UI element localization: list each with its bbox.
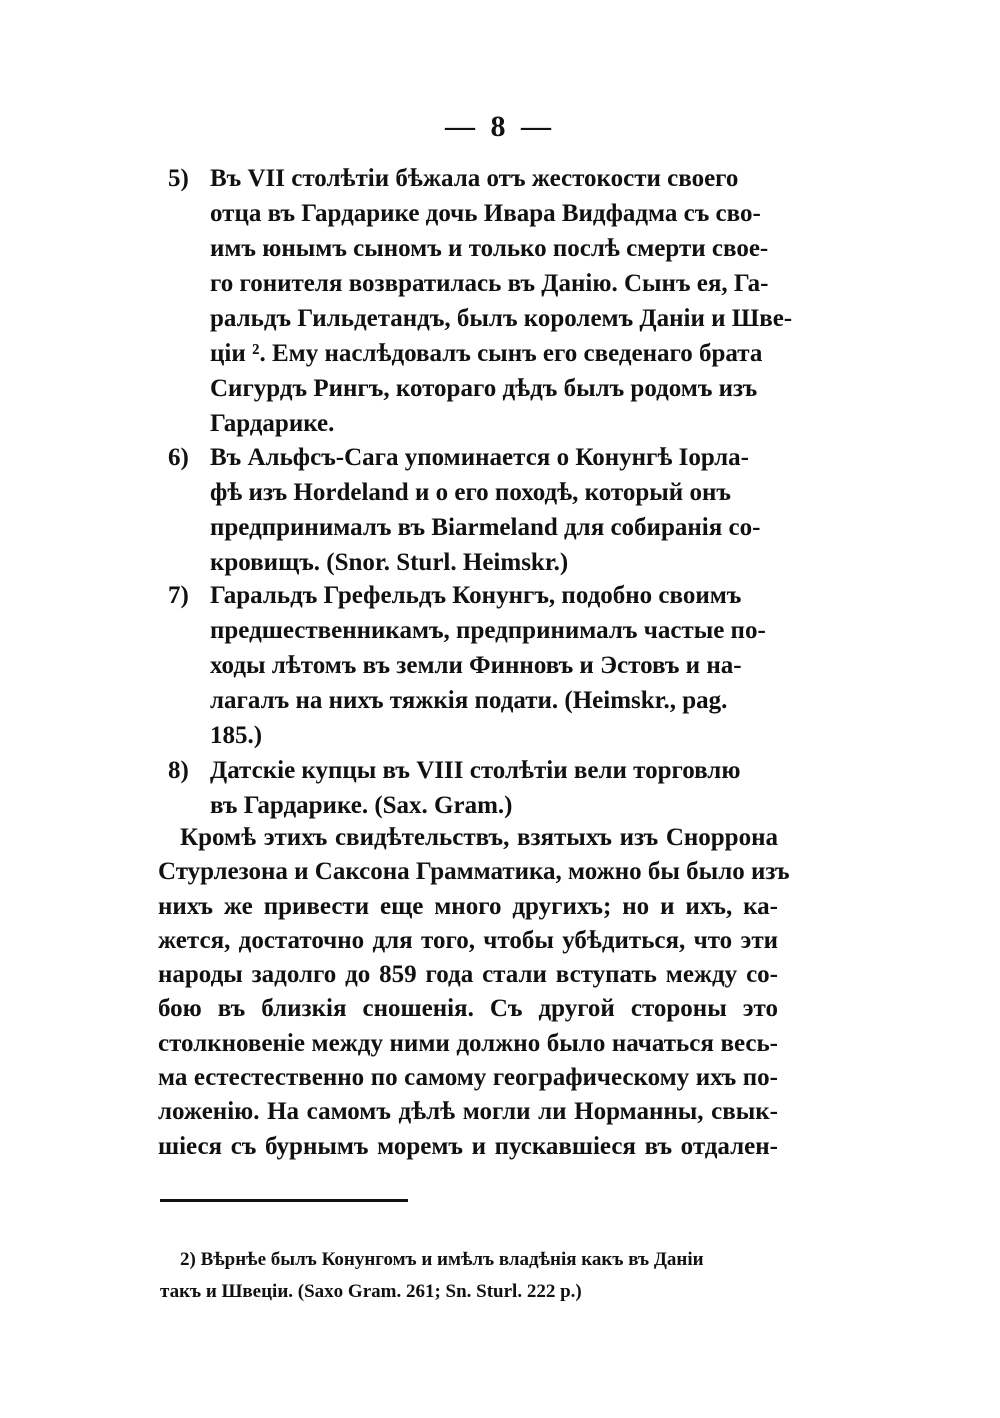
item-line: предпринималъ въ Biarmeland для собиранія со- (210, 514, 761, 541)
footnote (160, 1244, 780, 1308)
paragraph-line: ма естестественно по самому географическому ихъ по- (158, 1064, 778, 1092)
footnote-line: такъ и Швеціи. (Saxo Gram. 261; Sn. Sturl. 222 p.) (160, 1281, 582, 1302)
item-line: лагалъ на нихъ тяжкія подати. (Heimskr., pag. (210, 687, 728, 714)
footnote-line: 2) Вѣрнѣе былъ Конунгомъ и имѣлъ владѣнія какъ въ Даніи (180, 1249, 704, 1270)
list-item-6 (168, 440, 778, 580)
item-line: Въ VII столѣтіи бѣжала отъ жестокости своего (210, 165, 739, 192)
paragraph-line: шіеся съ бурнымъ моремъ и пускавшіеся въ отдален- (158, 1132, 778, 1160)
item-line: ральдъ Гильдетандъ, былъ королемъ Даніи и Шве- (210, 305, 793, 332)
item-number: 5) (168, 165, 189, 192)
paragraph-line: ложенію. На самомъ дѣлѣ могли ли Норманны, свык- (158, 1098, 778, 1126)
item-number: 6) (168, 444, 189, 471)
footnote-divider (160, 1199, 408, 1202)
list-item-5 (168, 161, 793, 441)
item-line: Въ Альфсъ-Сага упоминается о Конунгѣ Іорла- (210, 444, 749, 471)
paragraph-line: народы задолго до 859 года стали вступать между со- (158, 961, 778, 989)
item-number: 7) (168, 582, 189, 609)
item-line: Датскіе купцы въ VIII столѣтіи вели торговлю (210, 757, 741, 784)
paragraph-line: столкновеніе между ними должно было начаться весь- (158, 1029, 778, 1057)
item-line: отца въ Гардарике дочь Ивара Видфадма съ сво- (210, 200, 761, 227)
item-line: Гаральдъ Грефельдъ Конунгъ, подобно своимъ (210, 582, 742, 609)
item-line: предшественникамъ, предпринималъ частые по- (210, 617, 766, 644)
item-line: Сигурдъ Рингъ, котораго дѣдъ былъ родомъ изъ (210, 375, 758, 402)
item-line: ціи ². Ему наслѣдовалъ сынъ его сведенаго брата (210, 340, 763, 367)
item-line: имъ юнымъ сыномъ и только послѣ смерти свое- (210, 235, 769, 262)
page-number: — 8 — (445, 110, 555, 143)
item-line: кровищъ. (Snor. Sturl. Heimskr.) (210, 549, 569, 576)
paragraph-line: Стурлезона и Саксона Грамматика, можно бы было изъ (158, 858, 790, 886)
paragraph-line: Кромѣ этихъ свидѣтельствъ, взятыхъ изъ Сноррона (180, 824, 778, 851)
paragraph-line: жется, достаточно для того, чтобы убѣдиться, что эти (158, 926, 778, 954)
item-line: го гонителя возвратилась въ Данію. Сынъ ея, Га- (210, 270, 769, 297)
list-item-7 (168, 578, 778, 753)
item-line: фѣ изъ Hordeland и о его походѣ, который онъ (210, 479, 731, 506)
item-number: 8) (168, 757, 189, 784)
item-line: въ Гардарике. (Sax. Gram.) (210, 792, 513, 819)
paragraph-line: нихъ же привести еще много другихъ; но и ихъ, ка- (158, 892, 778, 920)
list-item-8 (168, 753, 778, 823)
item-line: 185.) (210, 722, 263, 749)
paragraph-line: бою въ близкія сношенія. Съ другой стороны это (158, 995, 778, 1023)
body-paragraph (158, 821, 790, 1164)
item-line: Гардарике. (210, 410, 335, 437)
item-line: ходы лѣтомъ въ земли Финновъ и Эстовъ и на- (210, 652, 742, 679)
